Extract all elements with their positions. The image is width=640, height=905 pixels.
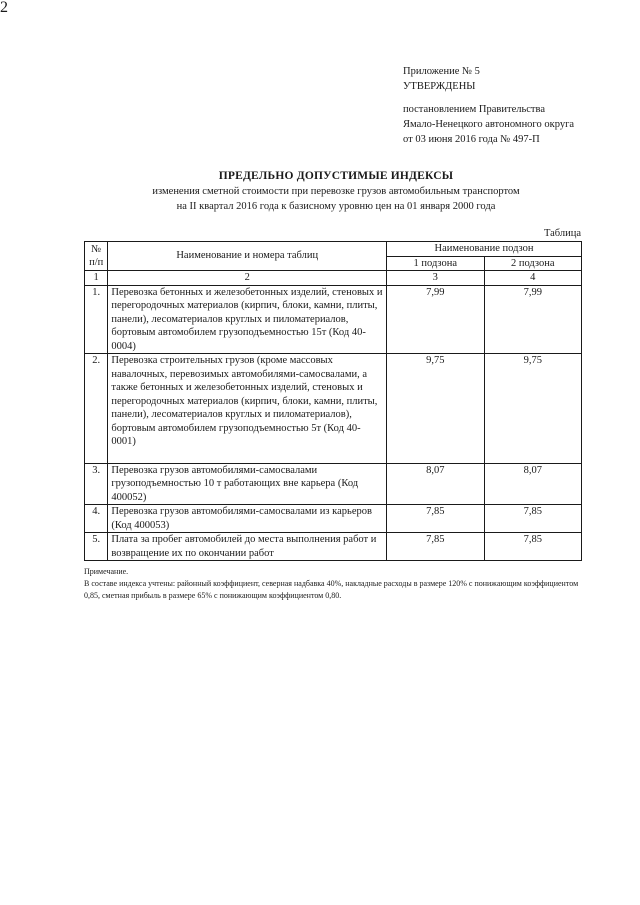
row-zone-2-value: 7,85 xyxy=(484,533,582,561)
column-numbers-row xyxy=(85,271,582,286)
document-subtitle-line-2: на II квартал 2016 года к базисному уровню цен на 01 января 2000 года xyxy=(176,201,496,212)
header-name: Наименование и номера таблиц xyxy=(108,242,387,271)
header-zone-1: 1 подзона xyxy=(387,256,484,271)
table-caption: Таблица xyxy=(543,228,581,239)
row-zone-1-value: 7,85 xyxy=(387,533,484,561)
column-number: 3 xyxy=(387,271,484,286)
table-row xyxy=(85,463,582,505)
row-zone-2-value: 7,85 xyxy=(484,505,582,533)
indices-table xyxy=(84,241,582,561)
row-name: Плата за пробег автомобилей до места выполнения работ и возвращение их по окончании работ xyxy=(108,533,387,561)
approved-label: УТВЕРЖДЕНЫ xyxy=(403,81,476,92)
row-number: 4. xyxy=(85,505,108,533)
table-row xyxy=(85,533,582,561)
header-zone-2: 2 подзона xyxy=(484,256,582,271)
approval-block xyxy=(403,64,574,147)
document-subtitle-line-1: изменения сметной стоимости при перевозке грузов автомобильным транспортом xyxy=(152,186,520,197)
note-heading: Примечание. xyxy=(84,567,129,576)
authority-line: Ямало-Ненецкого автономного округа xyxy=(403,119,575,130)
document-title: ПРЕДЕЛЬНО ДОПУСТИМЫЕ ИНДЕКСЫ xyxy=(218,170,454,182)
note-text: В составе индекса учтены: районный коэффициент, северная надбавка 40%, накладные расходы в размере 120% с понижающим коэффициентом 0,85, сметная прибыль в размере 65% с понижающим коэффициентом 0,80. xyxy=(84,579,579,600)
appendix-number: Приложение № 5 xyxy=(403,66,480,77)
column-number: 2 xyxy=(108,271,387,286)
row-zone-1-value: 7,99 xyxy=(387,285,484,354)
column-number: 1 xyxy=(85,271,108,286)
row-zone-2-value: 8,07 xyxy=(484,463,582,505)
column-number: 4 xyxy=(484,271,582,286)
header-num: № п/п xyxy=(85,242,108,271)
decree-line: постановлением Правительства xyxy=(403,104,546,115)
note-block xyxy=(84,566,584,602)
row-zone-2-value: 9,75 xyxy=(484,354,582,464)
row-zone-2-value: 7,99 xyxy=(484,285,582,354)
row-number: 3. xyxy=(85,463,108,505)
table-row xyxy=(85,354,582,464)
row-name: Перевозка грузов автомобилями-самосвалами из карьеров (Код 400053) xyxy=(108,505,387,533)
row-zone-1-value: 7,85 xyxy=(387,505,484,533)
page-corner-mark: 2 xyxy=(0,0,8,16)
row-number: 5. xyxy=(85,533,108,561)
row-number: 1. xyxy=(85,285,108,354)
decree-date-line: от 03 июня 2016 года № 497-П xyxy=(403,134,540,145)
row-number: 2. xyxy=(85,354,108,464)
row-zone-1-value: 8,07 xyxy=(387,463,484,505)
document-title-block xyxy=(90,168,582,214)
row-zone-1-value: 9,75 xyxy=(387,354,484,464)
table-row xyxy=(85,505,582,533)
header-zones-group: Наименование подзон xyxy=(387,242,582,257)
row-name: Перевозка грузов автомобилями-самосвалами грузоподъемностью 10 т работающих вне карьера (Код 400052) xyxy=(108,463,387,505)
table-row xyxy=(85,285,582,354)
row-name: Перевозка бетонных и железобетонных изделий, стеновых и перегородочных материалов (кирпич, блоки, камни, плиты, панели), лесоматериалов круглых и пиломатериалов, бортовым автомобилем грузоподъемностью 15т (Код 40-0004) xyxy=(108,285,387,354)
row-name: Перевозка строительных грузов (кроме массовых навалочных, перевозимых автомобилями-самосвалами, а также бетонных и железобетонных изделий, стеновых и перегородочных материалов (кирпич, блоки, камни, плиты, панели), лесоматериалов круглых и пиломатериалов), бортовым автомобилем грузоподъемностью 5т (Код 40-0001) xyxy=(108,354,387,464)
